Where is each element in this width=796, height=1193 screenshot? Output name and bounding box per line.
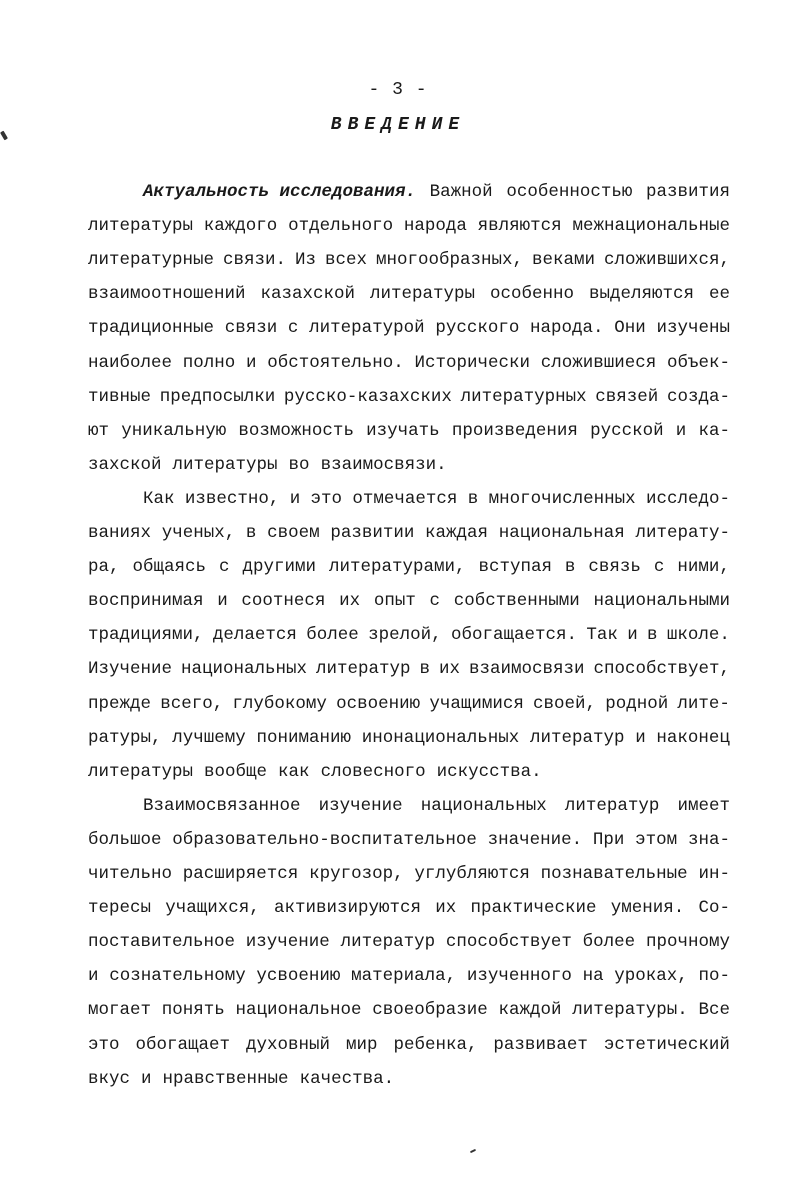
word: Важной — [429, 182, 493, 202]
text-line — [88, 995, 730, 1025]
word: Так — [586, 625, 618, 646]
word: литерату- — [635, 523, 730, 543]
word: более — [582, 932, 636, 953]
word: являются — [477, 216, 562, 237]
text-line — [88, 859, 730, 889]
word: обогащается. — [450, 625, 577, 646]
word: выделяются — [588, 284, 694, 305]
word: национальных — [180, 659, 308, 680]
word: изучать — [366, 420, 440, 441]
word: во — [288, 454, 310, 475]
word: наконец — [656, 727, 730, 748]
word: ют — [88, 420, 110, 441]
word: и — [88, 966, 99, 987]
word: лите- — [677, 693, 730, 714]
word: учащимися — [429, 693, 524, 714]
word: способствует, — [593, 659, 730, 680]
word: каждого — [203, 216, 278, 237]
word: кругозор, — [309, 864, 404, 884]
word: прежде — [88, 693, 152, 714]
word: большое — [88, 829, 162, 850]
word: русского — [435, 318, 520, 339]
word: особенно — [489, 284, 574, 305]
word: изучены — [656, 318, 730, 339]
word: тересы — [88, 898, 152, 919]
text-line — [88, 757, 730, 787]
word: соотнеся — [241, 591, 326, 612]
text-line — [88, 961, 730, 991]
word: их — [339, 591, 361, 612]
word: это — [88, 1034, 120, 1055]
word: уроках, — [614, 966, 688, 987]
word: своей, — [533, 693, 597, 714]
word: своеобразие — [372, 1000, 488, 1021]
word: изучение — [318, 795, 403, 816]
word: объек- — [666, 352, 730, 373]
word: как — [278, 761, 310, 782]
word: могает — [88, 1000, 152, 1021]
word: изучение — [245, 932, 330, 953]
word: мир — [345, 1034, 378, 1055]
word: связь — [588, 557, 641, 578]
word: особенностью — [506, 182, 633, 202]
word: каждой — [498, 1000, 562, 1021]
word: этом — [635, 829, 678, 850]
word: связи — [224, 318, 278, 339]
word: делается — [212, 625, 297, 646]
word: вообще — [204, 761, 268, 782]
word: познавательные — [540, 864, 688, 884]
word: качества. — [299, 1068, 395, 1089]
text-line — [88, 552, 730, 582]
word: это — [310, 488, 343, 509]
word: пониманию — [256, 727, 351, 748]
word: литературы — [369, 284, 476, 305]
word: искусства. — [436, 761, 542, 782]
word: национальными — [593, 591, 730, 612]
word: литературы — [88, 761, 194, 782]
word: тивные — [88, 386, 152, 407]
word: межнациональные — [572, 216, 730, 237]
word: всех — [324, 250, 367, 271]
word: веками — [531, 250, 595, 271]
word: ребенка, — [393, 1034, 478, 1055]
word: национальных — [420, 795, 547, 816]
text-line — [88, 927, 730, 957]
word: отмечается — [352, 488, 458, 509]
word: народа. — [530, 318, 604, 339]
word: своем — [267, 523, 320, 543]
word: развивает — [493, 1034, 588, 1055]
word: При — [592, 829, 625, 850]
word: взаимосвязи — [468, 659, 585, 680]
text-line — [88, 211, 730, 241]
word: активизируются — [273, 898, 421, 919]
word: ка- — [698, 420, 730, 441]
word: известно, — [184, 488, 280, 509]
word: развития — [645, 182, 730, 202]
word: с — [653, 557, 665, 578]
word: взаимосвязи. — [320, 454, 447, 475]
word: ученых, — [161, 523, 236, 543]
text-line — [88, 313, 730, 343]
text-line — [88, 893, 730, 923]
word: отдельного — [288, 216, 394, 237]
lead-phrase: Актуальность исследования. — [143, 182, 417, 202]
word: в — [564, 557, 576, 578]
word: эстетический — [603, 1034, 730, 1055]
word: опыт — [373, 591, 416, 612]
text-line — [88, 518, 730, 548]
word: расширяется — [182, 864, 299, 884]
text-line — [143, 177, 730, 207]
word: связи. — [223, 250, 287, 271]
word: в — [419, 659, 430, 680]
word: развитии — [330, 523, 415, 543]
word: и — [217, 591, 228, 612]
page-number: - 3 - — [368, 80, 428, 100]
word: с — [287, 318, 299, 339]
word: ними, — [677, 557, 730, 578]
word: чительно — [88, 864, 173, 884]
word: Со- — [698, 898, 730, 919]
word: вкус — [88, 1068, 131, 1089]
word: понять — [161, 1000, 225, 1021]
word: созда- — [666, 386, 730, 407]
word: литературных — [460, 386, 587, 407]
word: Изучение — [88, 659, 173, 680]
word: полно — [182, 352, 236, 373]
word: ратуры, — [88, 727, 162, 748]
word: имеет — [677, 795, 730, 816]
word: наиболее — [88, 352, 173, 373]
word: национальное — [235, 1000, 362, 1021]
word: ее — [708, 284, 730, 305]
word: и — [635, 727, 646, 748]
word: литературные — [88, 250, 215, 271]
word: и — [245, 352, 257, 373]
word: национальная — [498, 523, 625, 543]
text-line — [88, 245, 730, 275]
word: традициями, — [88, 625, 204, 646]
word: захской — [88, 454, 162, 475]
word: общаясь — [132, 557, 206, 578]
word: традиционные — [88, 318, 215, 339]
word: исследо- — [645, 488, 730, 509]
word: произведения — [451, 420, 578, 441]
word: и — [141, 1068, 152, 1089]
word: с — [218, 557, 230, 578]
word: и — [289, 488, 301, 509]
word: литературами, — [328, 557, 466, 578]
text-line — [88, 450, 730, 480]
text-line — [88, 279, 730, 309]
word: зна- — [687, 829, 730, 850]
word: многочисленных — [488, 488, 636, 509]
word: русской — [590, 420, 664, 441]
word: с — [429, 591, 441, 612]
word: литератур — [529, 727, 625, 748]
word: в — [245, 523, 257, 543]
word: воспринимая — [88, 591, 204, 612]
word: поставительное — [88, 932, 236, 953]
word: многообразных, — [375, 250, 523, 271]
word: их — [435, 898, 457, 919]
word: обогащает — [135, 1034, 230, 1055]
word: практические — [470, 898, 597, 919]
word: духовный — [245, 1034, 330, 1055]
word: по- — [698, 966, 730, 987]
word: способствует — [445, 932, 572, 953]
word: ваниях — [88, 523, 152, 543]
word: глубокому — [232, 693, 327, 714]
word: собственными — [453, 591, 580, 612]
word: Взаимосвязанное — [143, 795, 301, 816]
word: и — [627, 625, 638, 646]
word: литературы — [172, 454, 278, 475]
word: и — [675, 420, 687, 441]
word: образовательно-воспитательное — [172, 829, 477, 850]
word: каждая — [425, 523, 489, 543]
word: народа — [403, 216, 467, 237]
text-line — [88, 620, 730, 650]
text-line — [88, 825, 730, 855]
scan-mark — [470, 1149, 476, 1153]
word: ра, — [88, 557, 120, 578]
word: на — [582, 966, 604, 987]
word: ин- — [698, 864, 730, 884]
word: родной — [605, 693, 669, 714]
word: Как — [143, 488, 175, 509]
word: сложившихся, — [603, 250, 730, 271]
text-line — [88, 689, 730, 719]
word: учащихся, — [165, 898, 260, 919]
word: уникальную — [121, 420, 227, 441]
word: всего, — [160, 693, 224, 714]
word: углубляются — [414, 864, 530, 884]
word: усвоению — [256, 966, 341, 987]
word: умения. — [610, 898, 685, 919]
word: материала, — [351, 966, 457, 987]
word: изученного — [466, 966, 572, 987]
word: вступая — [478, 557, 552, 578]
word: лучшему — [172, 727, 246, 748]
word: в — [647, 625, 658, 646]
word: Они — [614, 318, 646, 339]
text-line — [88, 382, 730, 412]
word: зрелой, — [368, 625, 442, 646]
text-line — [88, 416, 730, 446]
word: освоению — [336, 693, 421, 714]
text-line — [88, 723, 730, 753]
word: Из — [294, 250, 316, 271]
text-line — [88, 586, 730, 616]
word: возможность — [238, 420, 354, 441]
word: сложившиеся — [540, 352, 657, 373]
word: русско-казахских — [283, 386, 452, 407]
word: другими — [242, 557, 316, 578]
word: школе. — [666, 625, 730, 646]
word: Все — [698, 1000, 730, 1021]
word: нравственные — [162, 1068, 289, 1089]
text-line — [143, 484, 730, 514]
word: их — [438, 659, 460, 680]
word: словесного — [320, 761, 426, 782]
word: связей — [595, 386, 659, 407]
word: инонациональных — [361, 727, 520, 748]
text-line — [88, 348, 730, 378]
section-heading: ВВЕДЕНИЕ — [330, 115, 466, 135]
word: казахской — [260, 284, 356, 305]
text-line — [88, 654, 730, 684]
word: литератур — [315, 659, 411, 680]
word: предпосылки — [159, 386, 276, 407]
word: прочному — [645, 932, 730, 953]
word: литературой — [309, 318, 425, 339]
word: литератур — [340, 932, 436, 953]
word: в — [467, 488, 479, 509]
word: Исторически — [414, 352, 530, 373]
word: литературы. — [572, 1000, 688, 1021]
word: сознательному — [109, 966, 246, 987]
word: обстоятельно. — [267, 352, 404, 373]
word: взаимоотношений — [88, 284, 246, 305]
word: более — [306, 625, 359, 646]
word: литературы — [88, 216, 194, 237]
text-line — [88, 1064, 730, 1094]
word: литератур — [564, 795, 660, 816]
text-line — [143, 791, 730, 821]
word: значение. — [487, 829, 583, 850]
text-line — [88, 1030, 730, 1060]
